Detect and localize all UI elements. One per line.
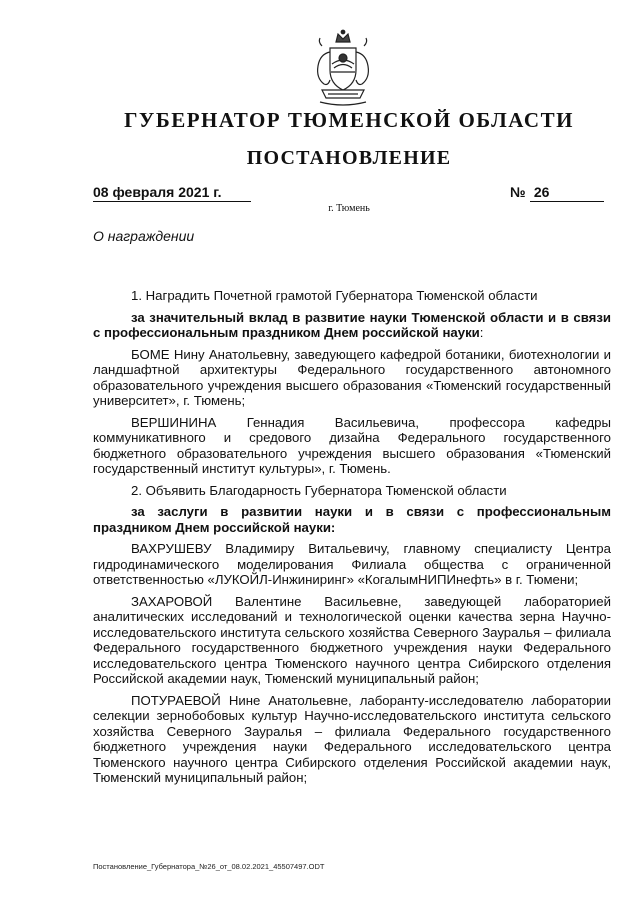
awardee-text: главному специалисту Центра гидродинамического моделирования Филиала общества с ограниченной ответственностью «ЛУКОЙЛ-Инжиниринг» «КогалымНИПИнефть» в г. Тюмени; (93, 541, 611, 587)
awardee-name: ВАХРУШЕВУ Владимиру Витальевичу, (131, 541, 390, 556)
paragraph-award-reason (93, 310, 611, 341)
paragraph-gratitude-reason: за заслуги в развитии науки и в связи с профессиональным праздником Днем российской науки: (93, 504, 611, 535)
document-date: 08 февраля 2021 г. (93, 184, 251, 202)
footer-filename: Постановление_Губернатора_№26_от_08.02.2021_45507497.ODT (93, 862, 325, 871)
paragraph-gratitude: 2. Объявить Благодарность Губернатора Тюменской области (131, 482, 507, 498)
awardee-name: ПОТУРАЕВОЙ Нине Анатольевне, (131, 692, 352, 708)
document-number-value: 26 (533, 184, 550, 200)
award-reason-text: за значительный вклад в развитие науки Тюменской области и в связи с профессиональным праздником Днем российской науки (93, 309, 611, 340)
document-type: ПОСТАНОВЛЕНИЕ (246, 147, 452, 169)
awardee-name: ВЕРШИНИНА Геннадия Васильевича, (131, 414, 420, 430)
awardee-text: заведующего кафедрой ботаники, биотехнологии и ландшафтной архитектуры Федерального государственного автономного образовательного учреждения высшего образования «Тюменский государственный университет», г. Тюмень; (93, 346, 612, 408)
paragraph-award-honor: 1. Наградить Почетной грамотой Губернатора Тюменской области (131, 288, 538, 303)
document-subject: О награждении (93, 228, 195, 244)
awardee-text: профессора кафедры коммуникативного и средового дизайна Федерального государственного бюджетного образовательного учреждения высшего образования «Тюменский государственный институт культуры», г. Тюмень. (93, 414, 611, 476)
award-reason-colon: : (479, 325, 484, 340)
city: г. Тюмень (328, 203, 370, 214)
governor-title: ГУБЕРНАТОР ТЮМЕНСКОЙ ОБЛАСТИ (124, 108, 574, 132)
document-number (530, 184, 604, 202)
awardee-bome (93, 347, 611, 409)
awardee-name: БОМЕ Нину Анатольевну, (131, 346, 291, 362)
awardee-vakhrusheva (93, 541, 611, 588)
number-label: № (510, 184, 526, 200)
awardee-zakharova (93, 594, 611, 687)
coat-of-arms-icon (310, 28, 376, 112)
document-body (93, 288, 611, 792)
awardee-text: заведующей лабораторией аналитических исследований и технологической оценки качества зерна Научно-исследовательского института сельского хозяйства Северного Зауралья – филиала Федерального государственного бюджетного учреждения науки Федерального исследовательского центра Тюменского научного центра Сибирского отделения Российской академии наук, Тюменский муниципальный район; (93, 593, 611, 686)
awardee-poturaeva (93, 693, 611, 786)
awardee-name: ЗАХАРОВОЙ Валентине Васильевне, (131, 593, 402, 609)
awardee-text: лаборанту-исследователю лаборатории селекции зернобобовых культур Научно-исследовательского института сельского хозяйства Северного Зауралья – филиала Федерального государственного бюджетного учреждения науки Федерального исследовательского центра Тюменского научного центра Сибирского отделения Российской академии наук, Тюменский муниципальный район; (93, 692, 611, 785)
awardee-vershinin (93, 415, 611, 477)
